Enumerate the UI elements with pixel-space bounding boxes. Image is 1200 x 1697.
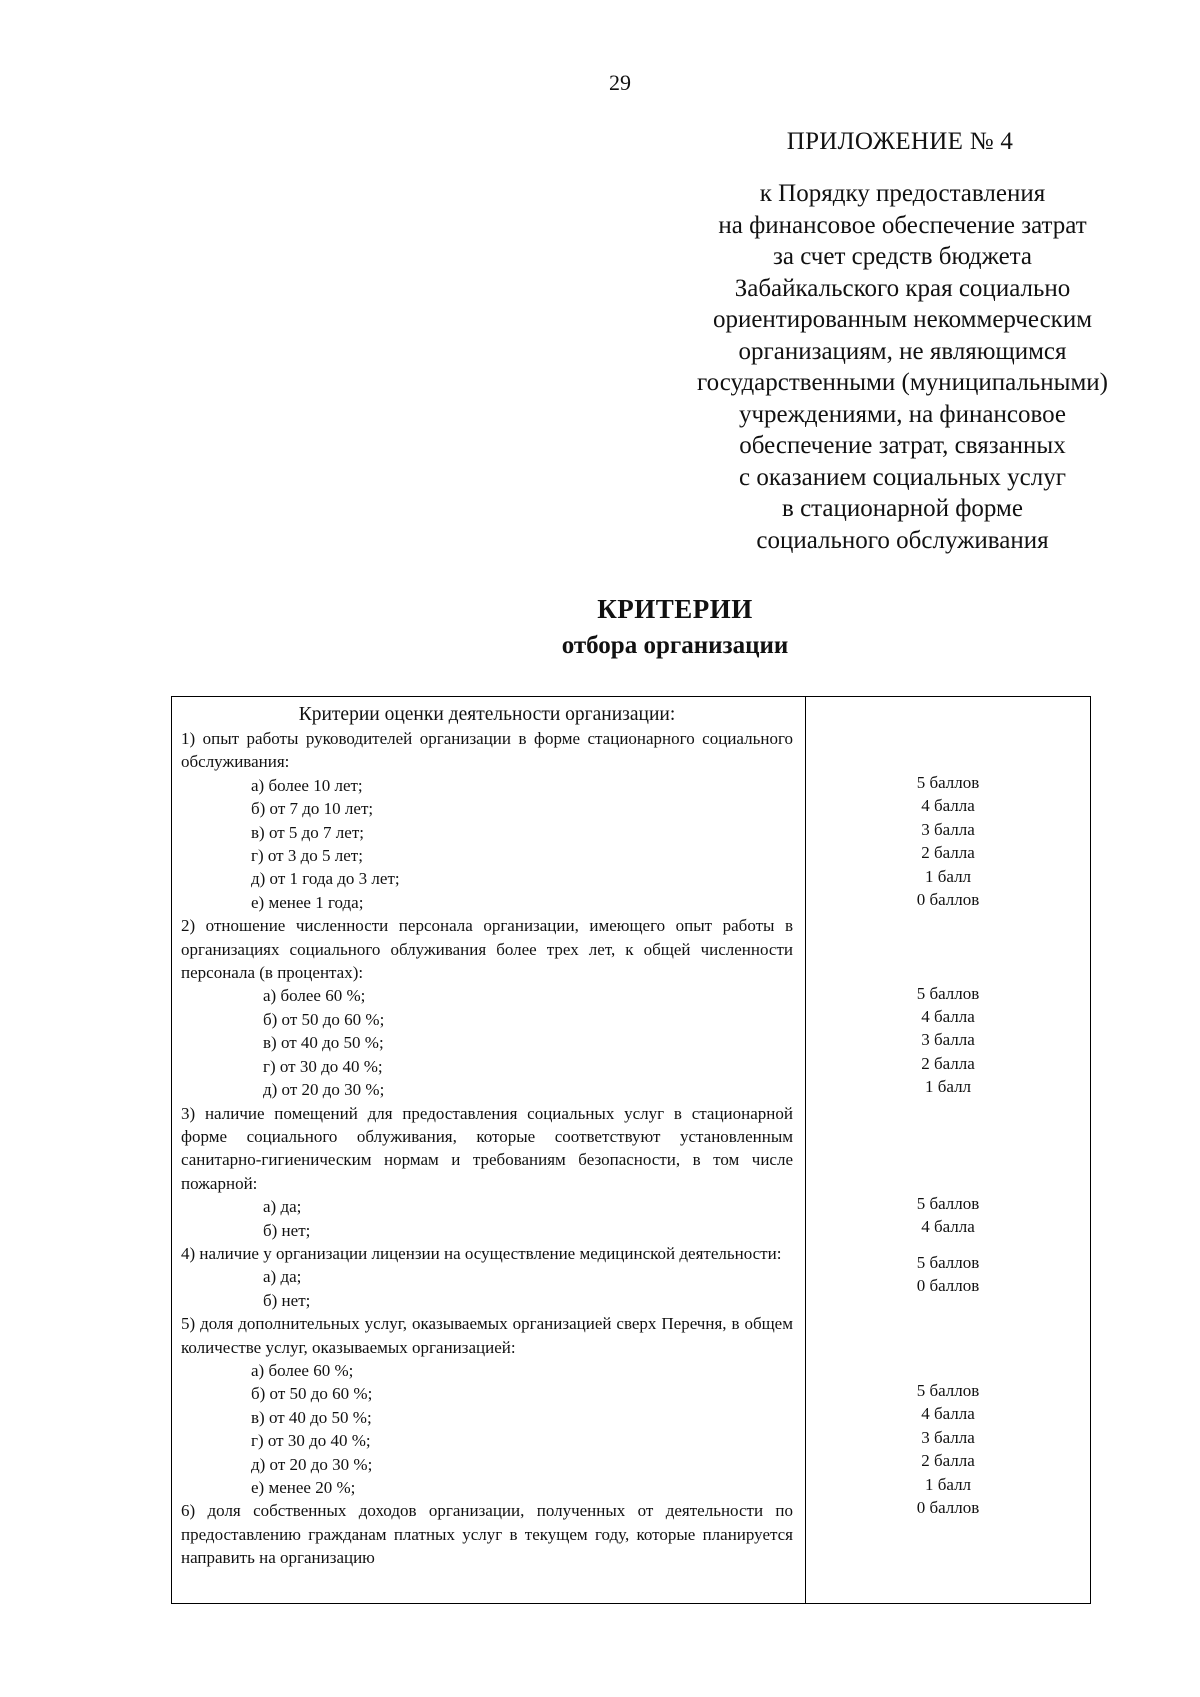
criterion-item: е) менее 20 %; [251,1478,356,1497]
criterion-item: а) более 60 %; [251,1360,354,1380]
score-value: 2 балла [921,843,975,863]
criterion-item: а) да; [263,1267,302,1287]
score-value: 3 балла [921,819,975,839]
criteria-table [171,696,1091,1604]
appendix-line: обеспечение затрат, связанных [739,432,1066,459]
criterion-item: б) от 50 до 60 %; [251,1384,373,1404]
criterion-item: б) нет; [263,1290,311,1310]
score-value: 0 баллов [916,1498,980,1518]
score-value: 2 балла [921,1451,975,1471]
criterion-item: б) нет; [263,1220,311,1240]
criterion-6-text: 6) доля собственных доходов организации, полученных от деятельности по предоставлению гражданам платных услуг в текущем году, которые планируется направить на организацию [181,1501,793,1568]
scores-column [806,771,1090,1519]
criterion-item: в) от 5 до 7 лет; [251,822,364,842]
criterion-item: в) от 40 до 50 %; [263,1033,384,1053]
criterion-item: а) да; [263,1197,302,1217]
criterion-item: г) от 30 до 40 %; [251,1431,371,1451]
criterion-1-text: 1) опыт работы руководителей организации в форме стационарного социального обслуживания: [181,729,793,772]
score-value: 1 балл [924,1474,972,1494]
criteria-column [181,703,793,1570]
score-value: 1 балл [924,866,972,886]
criterion-item: д) от 20 до 30 %; [263,1080,385,1100]
score-value: 5 баллов [916,1194,980,1214]
criterion-item: б) от 7 до 10 лет; [251,799,374,819]
table-header: Критерии оценки деятельности организации: [298,704,676,725]
appendix-line: ориентированным некоммерческим [712,306,1093,333]
criterion-item: а) более 60 %; [263,986,366,1006]
criterion-item: б) от 50 до 60 %; [263,1009,385,1029]
criterion-5-text: 5) доля дополнительных услуг, оказываемых организацией сверх Перечня, в общем количестве услуг, оказываемых организацией: [181,1314,793,1357]
criterion-item: д) от 20 до 30 %; [251,1454,373,1474]
criterion-item: е) менее 1 года; [251,892,364,912]
score-value: 4 балла [921,1404,975,1424]
appendix-line: социального обслуживания [756,526,1049,554]
appendix-subtitle [660,178,1145,556]
appendix-line: в стационарной форме [782,495,1023,522]
criterion-3-text: 3) наличие помещений для предоставления социальных услуг в стационарной форме социального облуживания, которые соответствуют установленным санитарно-гигиеническим нормам и требованиям безопасности, в том числе пожарной: [181,1103,793,1193]
criterion-item: г) от 30 до 40 %; [263,1056,383,1076]
appendix-line: за счет средств бюджета [772,243,1033,270]
score-value: 0 баллов [916,889,980,909]
criterion-2-text: 2) отношение численности персонала организации, имеющего опыт работы в организациях социального облуживания более трех лет, к общей численности персонала (в процентах): [181,916,793,983]
criterion-item: г) от 3 до 5 лет; [251,846,363,866]
appendix-title: ПРИЛОЖЕНИЕ № 4 [786,128,1014,155]
criterion-item: д) от 1 года до 3 лет; [251,869,400,889]
score-value: 4 балла [921,1217,975,1237]
score-value: 5 баллов [916,1381,980,1401]
score-value: 0 баллов [916,1275,980,1295]
appendix-line: Забайкальского края социально [734,274,1071,302]
score-value: 4 балла [921,1006,975,1026]
appendix-line: к Порядку предоставления [759,180,1046,207]
appendix-line: учреждениями, на финансовое [738,400,1066,428]
page-number: 29 [609,70,631,95]
score-value: 5 баллов [916,983,980,1003]
score-value: 3 балла [921,1030,975,1050]
score-value: 2 балла [921,1053,975,1073]
score-value: 5 баллов [916,773,980,792]
document-title: КРИТЕРИИ [597,594,753,624]
score-value: 3 балла [921,1427,975,1447]
criterion-4-text: 4) наличие у организации лицензии на осуществление медицинской деятельности: [181,1243,782,1263]
score-value: 1 балл [924,1077,972,1097]
score-value: 4 балла [921,796,975,816]
appendix-line: на финансовое обеспечение затрат [718,211,1087,239]
appendix-line: с оказанием социальных услуг [739,463,1066,491]
score-value: 5 баллов [916,1252,980,1272]
criterion-item: в) от 40 до 50 %; [251,1407,372,1427]
criterion-item: а) более 10 лет; [251,775,363,795]
document-subtitle: отбора организации [561,632,789,659]
appendix-line: государственными (муниципальными) [697,369,1108,396]
appendix-line: организациям, не являющимся [738,337,1067,365]
